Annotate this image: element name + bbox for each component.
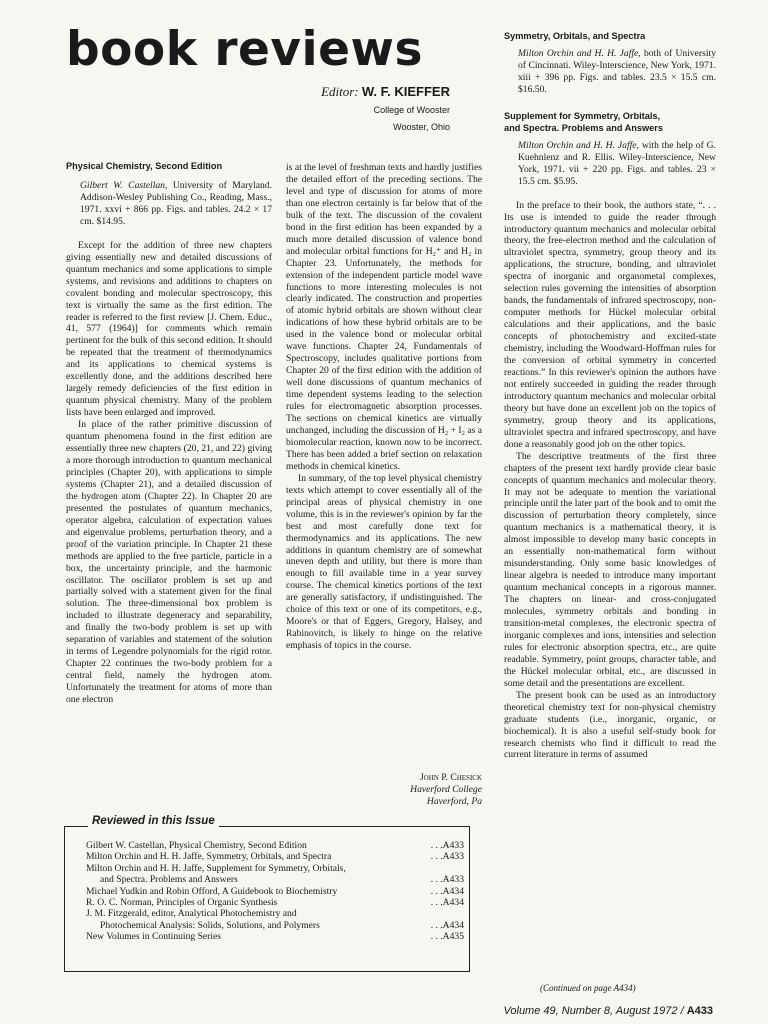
reviewed-entry-page: . . .A433 [430,851,464,863]
reviewed-entry [86,897,464,908]
reviewed-entry [86,851,464,862]
reviewed-entry-text: Gilbert W. Castellan, Physical Chemistry, Second Edition [86,840,307,851]
review3-author: Milton Orchin and H. H. Jaffe, [518,139,639,151]
reviewed-entry [86,908,464,919]
review1-column-b [286,162,482,652]
review2-column [504,30,716,761]
reviewed-entry [86,840,464,851]
reviewed-entry [86,931,464,942]
reviewed-entry-page: . . .A435 [430,931,464,943]
reviewed-entry-text: New Volumes in Continuing Series [86,931,222,943]
review1-paragraph: In summary, of the top level physical chemistry texts which attempt to cover essentially all of the principal areas of physical chemistry in one volume, this is in the reviewer's opinion by far the best and most carefully done text for thermodynamics and its applications. The new additions in quantum chemistry are of somewhat uneven depth and utility, but there is more than enough to fill available time in a year survey course. The chemical kinetics portions of the text are generally satisfactory, if undistinguished. The choice of this text or one of its competitors, e.g., Moore's or that of Eggers, Gregory, Halsey, and Rabinovitch, is likely to hinge on the relative emphasis of topics in the course. [286,472,482,652]
reviewed-entry-page: . . .A434 [430,897,464,909]
reviewed-entry-page: . . .A434 [430,919,464,931]
review1-column-a [66,160,272,706]
footer-volume: Volume 49, Number 8, August 1972 [503,1005,678,1017]
reviewer-name: John P. Chesick [419,772,482,783]
reviewed-entry [86,920,464,931]
reviewed-entry-page [420,908,464,919]
review2-bibliography: Milton Orchin and H. H. Jaffe, both of University of Cincinnati. Wiley-Interscience, New York, 1971. xiii + 396 pp. Figs. and tables. 23.5 × 15.5 cm. $16.50. [518,48,716,95]
review3-paragraph: The descriptive treatments of the first three chapters of the present text hardly provide clear basic concepts of quantum mechanics and molecular theory. It may not be adequate to mention the variational principle until the later part of the book and to omit the discussion of perturbation theory completely, since quantum mechanics is a mathematical theory, it is almost impossible to develop many basic concepts in an essentially non-mathematical form without misunderstanding. Only some basic knowledges of linear algebra is needed to introduce many important quantum mechanical concepts in a rigorous manner. The chapters on linear- and cross-conjugated molecules, symmetry orbitals and bonding in transition-metal complexes, the electronic spectra of inorganic complexes and ions, intensities and selection rules for electronic absorption spectra, etc., are quite readable. Symmetry, point groups, character table, and the Hückel molecular orbital, etc., are discussed in some detail and the presentations are excellent. [504,450,716,689]
editor-label: Editor: [321,84,359,99]
reviewed-entry-text: and Spectra. Problems and Answers [100,874,238,886]
reviewed-entry-text: Milton Orchin and H. H. Jaffe, Supplement for Symmetry, Orbitals, [86,862,346,874]
reviewed-entry-page: . . .A433 [430,874,464,886]
reviewed-entry [86,874,464,885]
footer-page-number: A433 [686,1005,713,1017]
review1-author: Gilbert W. Castellan, [80,180,168,191]
review3-bibliography: Milton Orchin and H. H. Jaffe, with the help of G. Kuehnlenz and R. Ellis. Wiley-Interscience, New York, 1971. vii + 220 pp. Figs. and tables. 23 × 15.5 cm. $5.95. [518,139,716,187]
review1-paragraph: Except for the addition of three new chapters giving essentially new and detailed discussions of quantum mechanics and some applications to simple systems, and revisions and additions to chapters on covalent bonding and molecular spectroscopy, this text is virtually the same as the first edition. The reader is referred to the first review [J. Chem. Educ., 41, 577 (1964)] for comments which remain pertinent for the bulk of this second edition. It should be repeated that the treatment of thermodynamics and its applications to chemical systems is excellently done, and the additions described here largely remedy deficiencies of the first edition in quantum physical chemistry. Many of the problem lists have been enlarged and improved. [66,239,272,419]
reviewer-location: Haverford, Pa [426,796,482,807]
review1-title: Physical Chemistry, Second Edition [66,161,223,171]
reviewed-entry [86,863,464,874]
editor-location: Wooster, Ohio [393,122,450,132]
page-footer: Volume 49, Number 8, August 1972 / A433 [503,1005,713,1017]
reviewed-entry-text: J. M. Fitzgerald, editor, Analytical Photochemistry and [86,908,297,920]
reviewed-entry-page: . . .A434 [430,885,464,897]
editor-name: W. F. KIEFFER [361,84,450,99]
reviewed-entry-text: R. O. C. Norman, Principles of Organic Synthesis [86,897,278,909]
review2-author: Milton Orchin and H. H. Jaffe, [518,48,641,59]
review3-paragraph: The present book can be used as an introductory theoretical chemistry text for non-physical chemistry graduate students (i.e., inorganic, organic, or biochemical). It is also a useful self-study book for research chemists who find it difficult to read the current literature in terms of assumed [504,689,716,761]
reviewed-entry-text: Photochemical Analysis: Solids, Solutions, and Polymers [100,919,320,931]
review1-bibliography: Gilbert W. Castellan, University of Maryland. Addison-Wesley Publishing Co., Reading, Mass., 1971. xxvi + 866 pp. Figs. and tables. 24.2 × 17 cm. $14.95. [80,180,272,227]
review1-paragraph: In place of the rather primitive discussion of quantum phenomena found in the first edition are essentially three new chapters (20, 21, and 22) giving a more thorough introduction to quantum mechanical principles (Chapter 20), with applications to simple systems (Chapter 21), and a detailed discussion of the hydrogen atom (Chapter 22). In Chapter 20 are presented the postulates of quantum mechanics, operator algebra, calculation of expectation values and eigenvalue problems, perturbation theory, and a proof of the variation principle. In Chapter 21 these methods are applied to the free particle, particle in a box, the uncertainty principle, and the harmonic oscillator. The oscillator problem is set up and partially solved with a statement given for the final solution. The three-dimensional box problem is included to illustrate degeneracy and separability, and finally the two-body problem is set up with separation of variables and statement of the solution in terms of Legendre polynomials for the rigid rotor. Chapter 22 continues the two-body problem for a central field, namely the hydrogen atom. Unfortunately the treatment for atoms of more than one electron [66,419,272,706]
reviewed-entry-page: . . .A433 [430,840,464,851]
reviewed-entry [86,886,464,897]
review3-title-line1: Supplement for Symmetry, Orbitals, [504,110,661,121]
reviewed-entry-text: Milton Orchin and H. H. Jaffe, Symmetry, Orbitals, and Spectra [86,851,332,863]
review3-title-line2: and Spectra. Problems and Answers [504,122,663,133]
masthead: book reviews [66,22,423,77]
review2-title: Symmetry, Orbitals, and Spectra [504,31,646,41]
reviewer-affiliation: Haverford College [410,784,482,795]
editor-affiliation: College of Wooster [373,105,450,115]
review3-paragraph: In the preface to their book, the authors state, “. . . Its use is intended to guide the reader through introductory quantum mechanics and molecular orbital theory, the free-electron method and the calculation of ultraviolet spectra, symmetry, group theory and its applications, the structure, bonding, and ultraviolet spectra of inorganic and organometal complexes, selection rules governing the intensities of absorption bands, the fundamentals of infrared spectroscopy, non-computer methods for Hückel molecular orbital calculations and their applications, and the basic concepts of photochemistry and excited-state chemistry, including the Woodward-Hoffman rules for the conversion of orbital symmetry in concerted reactions.” In this reviewer's opinion the authors have not entirely succeeded in guiding the reader through introductory quantum mechanics and molecular orbital theory but have done an excellent job on the topics of symmetry, group theory and its applications, ultraviolet spectra and infrared spectroscopy, and have done a reasonably good job on the other topics. [504,199,716,450]
review1-paragraph: is at the level of freshman texts and hardly justifies the detailed effort of the preceding sections. The level and type of discussion for atoms of more than one electron certainly is far below that of the bulk of the text. The discussion of the covalent bond in the first edition has been expanded by a much more detailed discussion of valence bond and molecular orbital functions for H₂⁺ and H₂ in Chapter 23. Unfortunately, the methods for extension of the independent particle model wave functions to more interesting molecules is not clearly indicated. The construction and properties of atomic hybrid orbitals are shown without clear indications of how these hybrid orbitals are to be used in the valence bond or molecular orbital wave functions. Chapter 24, Fundamentals of Spectroscopy, includes qualitative portions from Chapter 20 of the first edition with the addition of well done discussions of quantum mechanics of time dependent systems leading to the selection rules for electromagnetic absorption processes. The sections on chemical kinetics are virtually unchanged, including the discussion of H₂ + I₂ as a biomolecular reaction, known now to be incorrect. There has been added a brief section on relaxation methods in chemical kinetics. [286,162,482,472]
continued-note: (Continued on page A434) [540,983,636,993]
reviewed-entry-text: Michael Yudkin and Robin Offord, A Guidebook to Biochemistry [86,885,338,897]
reviewed-list [86,840,464,943]
reviewer-signature [380,772,482,808]
reviewed-entry-page [420,863,464,874]
reviewed-box-title: Reviewed in this Issue [88,815,219,827]
editor-line [321,84,450,100]
